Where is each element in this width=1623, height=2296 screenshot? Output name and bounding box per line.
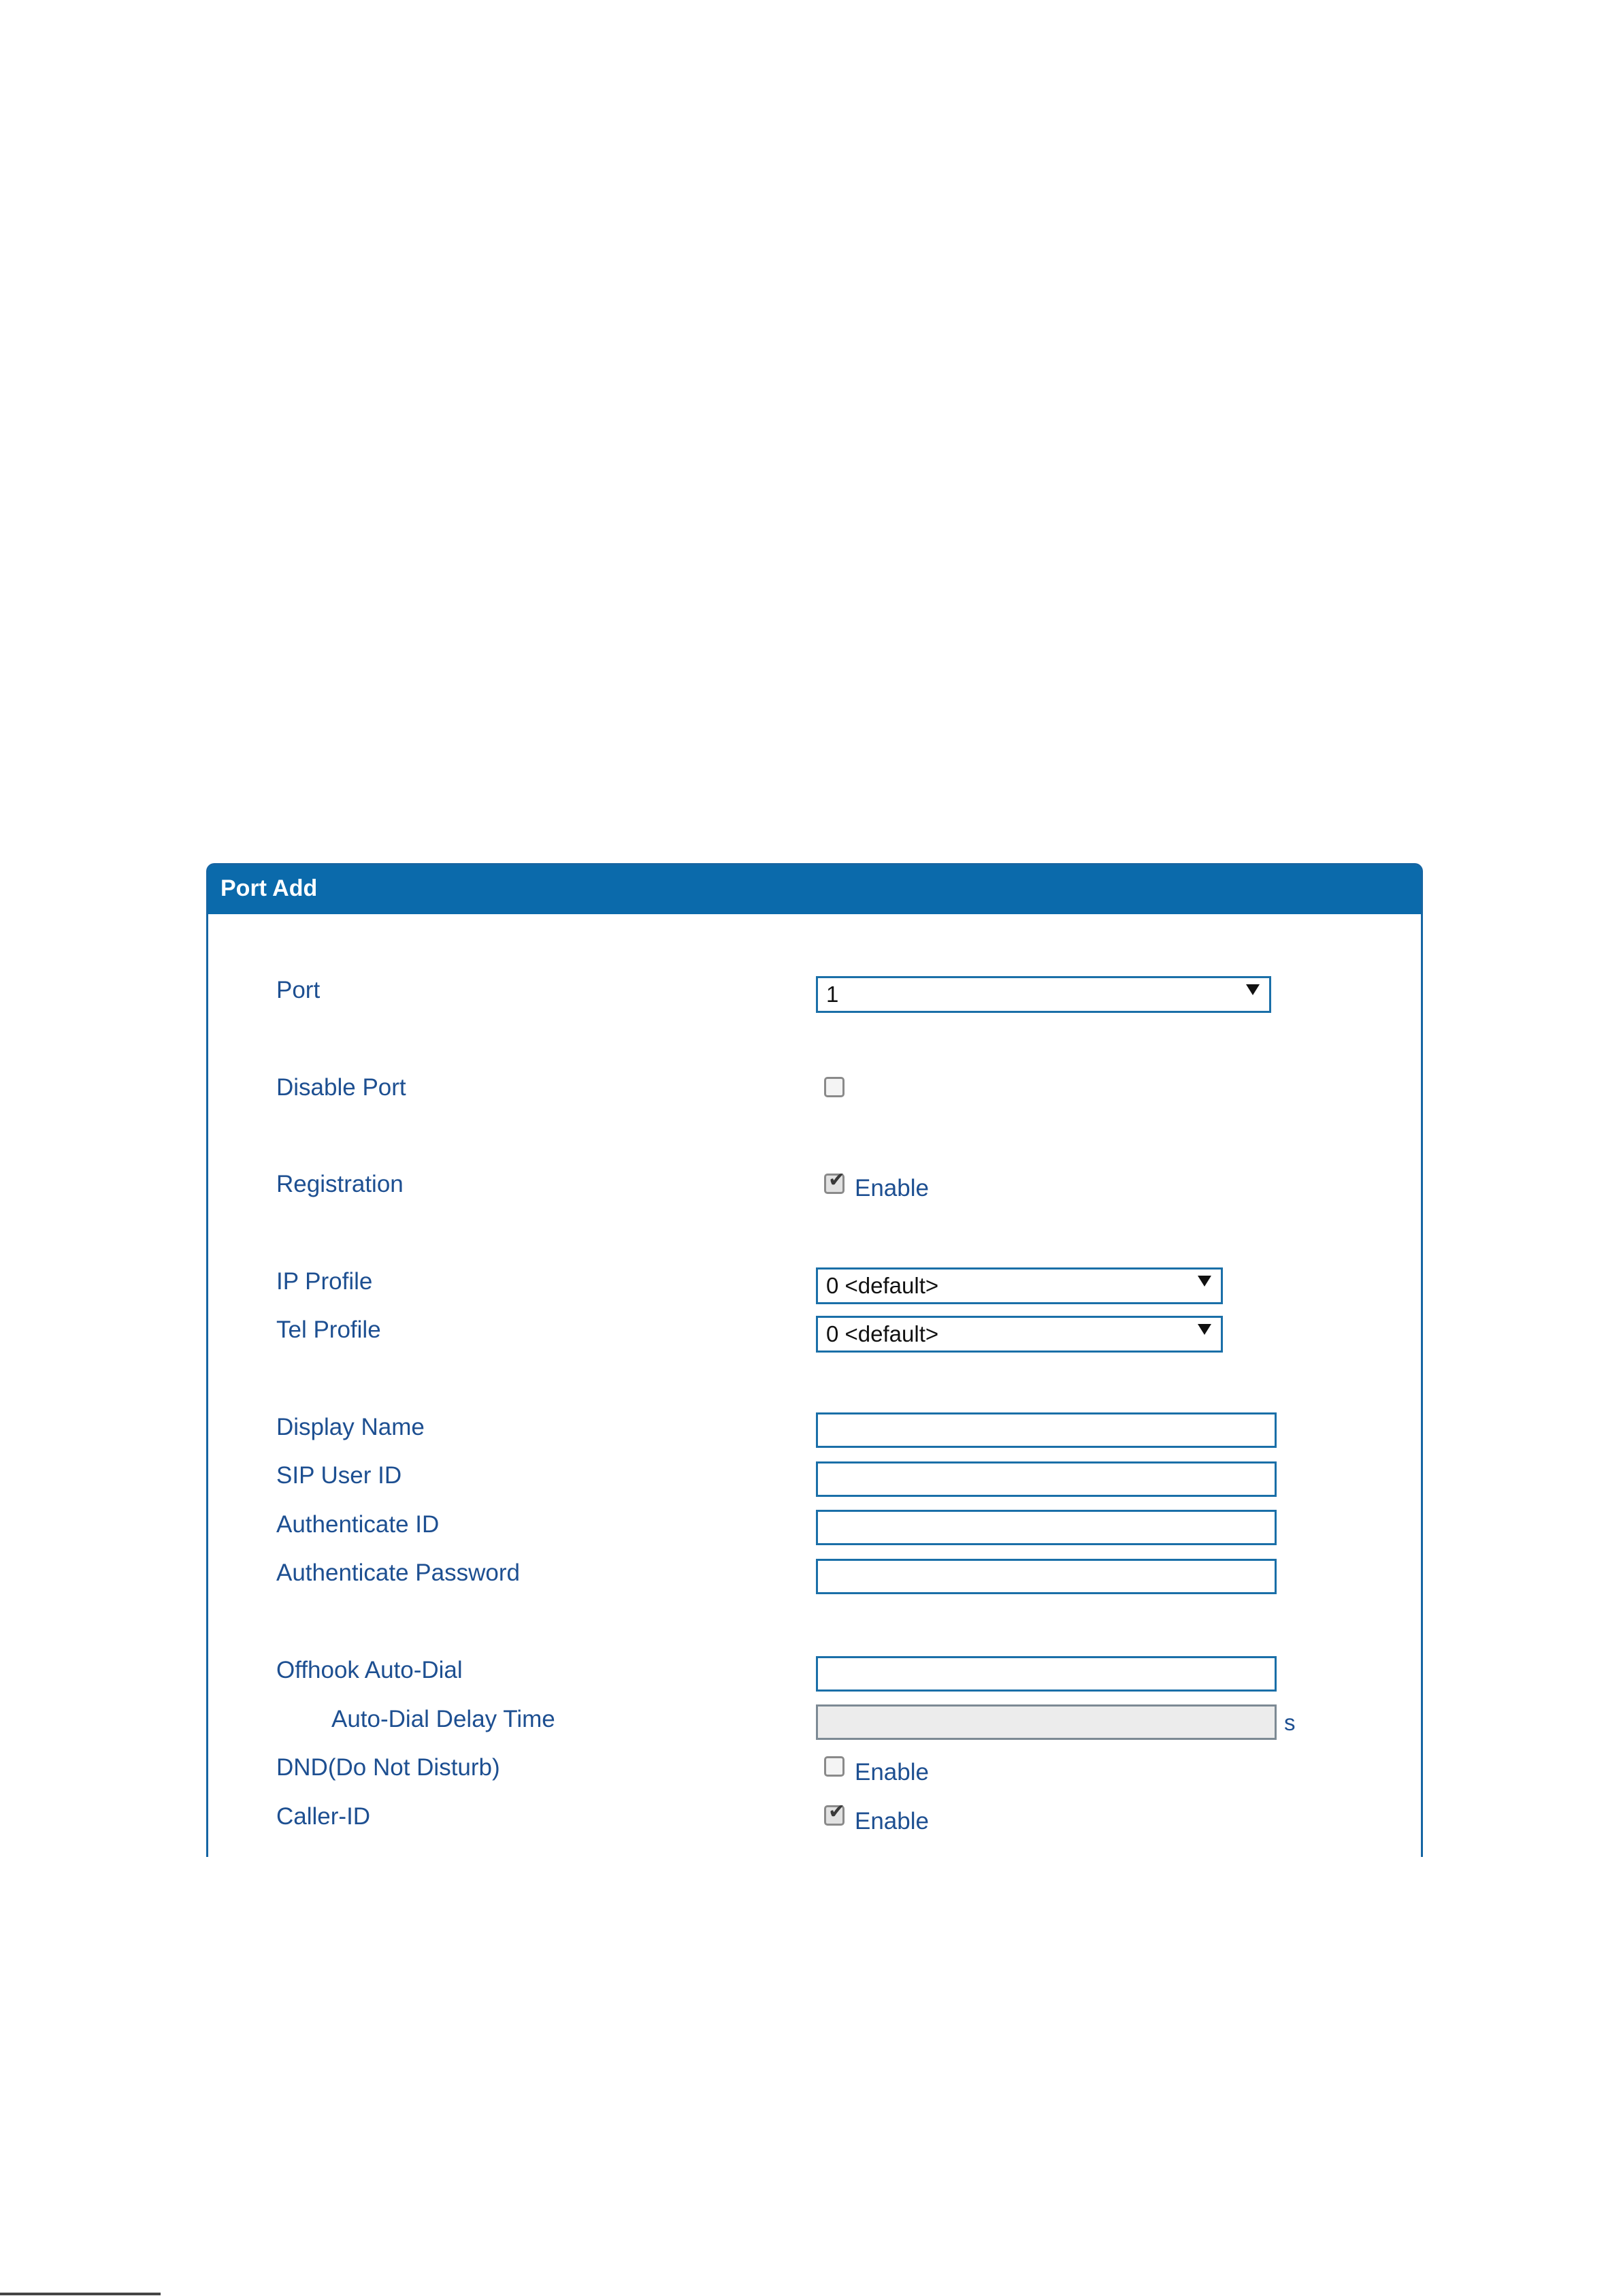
check-icon: ✔ — [828, 1800, 846, 1824]
port-select-value: 1 — [826, 982, 839, 1007]
caller-id-label: Caller-ID — [276, 1803, 371, 1830]
ip-profile-select[interactable] — [816, 1267, 1223, 1304]
chevron-down-icon — [1198, 1324, 1211, 1335]
port-select[interactable] — [816, 976, 1271, 1013]
authenticate-password-label: Authenticate Password — [276, 1559, 520, 1586]
port-add-panel — [206, 863, 1423, 1857]
offhook-auto-dial-input[interactable] — [816, 1656, 1277, 1692]
port-label: Port — [276, 977, 321, 1003]
dnd-label: DND(Do Not Disturb) — [276, 1754, 500, 1781]
authenticate-id-input[interactable] — [816, 1510, 1277, 1545]
chevron-down-icon — [1198, 1276, 1211, 1287]
seconds-unit: s — [1284, 1710, 1296, 1735]
dnd-enable-label: Enable — [855, 1759, 929, 1785]
panel-title: Port Add — [220, 875, 318, 901]
registration-label: Registration — [276, 1171, 404, 1197]
sip-user-id-label: SIP User ID — [276, 1462, 402, 1489]
disable-port-label: Disable Port — [276, 1074, 406, 1101]
registration-enable-label: Enable — [855, 1175, 929, 1201]
auto-dial-delay-time-label: Auto-Dial Delay Time — [331, 1706, 555, 1732]
caller-id-checkbox[interactable] — [824, 1800, 846, 1826]
panel-header — [208, 865, 1421, 914]
sip-user-id-input[interactable] — [816, 1461, 1277, 1497]
footer-divider — [0, 2293, 161, 2295]
offhook-auto-dial-label: Offhook Auto-Dial — [276, 1657, 463, 1683]
disable-port-checkbox[interactable] — [824, 1077, 845, 1097]
ip-profile-label: IP Profile — [276, 1268, 373, 1295]
check-icon: ✔ — [828, 1168, 846, 1192]
auto-dial-delay-time-input[interactable] — [816, 1704, 1277, 1740]
tel-profile-select-value: 0 <default> — [826, 1321, 939, 1346]
authenticate-password-input[interactable] — [816, 1559, 1277, 1594]
ip-profile-select-value: 0 <default> — [826, 1273, 939, 1298]
display-name-label: Display Name — [276, 1414, 425, 1440]
authenticate-id-label: Authenticate ID — [276, 1511, 440, 1538]
chevron-down-icon — [1246, 984, 1260, 995]
registration-checkbox[interactable] — [824, 1168, 846, 1194]
display-name-input[interactable] — [816, 1412, 1277, 1448]
tel-profile-label: Tel Profile — [276, 1316, 381, 1343]
tel-profile-select[interactable] — [816, 1316, 1223, 1353]
dnd-checkbox[interactable] — [824, 1756, 845, 1777]
caller-id-enable-label: Enable — [855, 1808, 929, 1834]
